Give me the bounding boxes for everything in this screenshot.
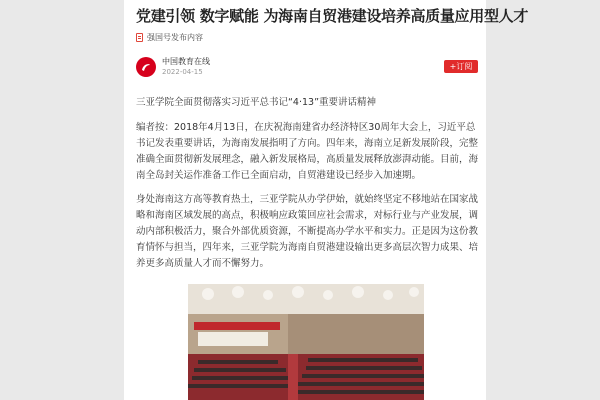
conference-photo: [188, 284, 424, 400]
source-note: [136, 30, 203, 44]
author-block[interactable]: [136, 56, 210, 78]
article-lead: 三亚学院全面贯彻落实习近平总书记“4·13”重要讲话精神: [136, 97, 376, 108]
paragraph-editor-note: 编者按：2018年4月13日，在庆祝海南建省办经济特区30周年大会上，习近平总书记发表重要讲话，为海南发展指明了方向。四年来，海南立足新发展阶段，完整准确全面贯彻新发展理念，融入新发展格局，高质量发展释放澎湃动能。目前，海南全岛封关运作准备工作已全面启动，自贸港建设已经步入加速期。: [136, 122, 479, 181]
logo-icon: [139, 60, 153, 74]
publish-date: 2022-04-15: [162, 68, 203, 76]
author-avatar[interactable]: [136, 57, 156, 77]
author-name[interactable]: 中国教育在线: [162, 57, 210, 66]
source-note-text: 强国号发布内容: [147, 32, 203, 42]
article-title: 党建引领 数字赋能 为海南自贸港建设培养高质量应用型人才: [136, 7, 529, 25]
paragraph-body: 身处海南这方高等教育热土，三亚学院从办学伊始，就始终坚定不移地站在国家战略和海南区域发展的高点，积极响应政策回应社会需求，对标行业与产业发展，调动内部积极活力，聚合外部优质资源，不断提高办学水平和实力。正是因为这份教育情怀与担当，四年来，三亚学院为海南自贸港建设输出更多高层次智力成果、培养更多高质量人才而不懈努力。: [136, 194, 479, 269]
subscribe-button[interactable]: +订阅: [444, 60, 478, 73]
document-icon: [136, 33, 143, 42]
